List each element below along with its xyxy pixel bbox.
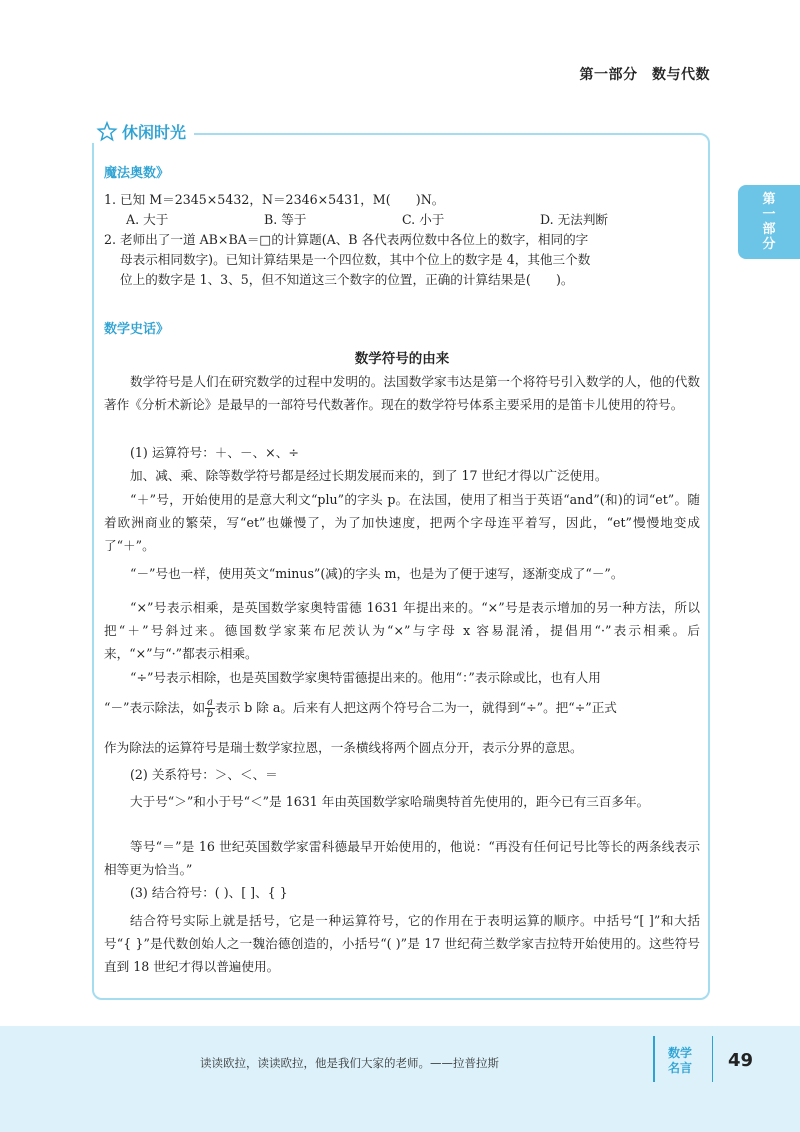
side-tab-char: 分 [762,237,776,252]
paragraph: “－”号也一样，使用英文“minus”(减)的字头 m，也是为了便于速写，逐渐变成了“－”。 [130,566,624,581]
side-tab-char: 部 [762,222,776,237]
paragraph: 作为除法的运算符号是瑞士数学家拉恩，一条横线将两个圆点分开，表示分界的意思。 [104,740,583,755]
footer-label-line: 名言 [668,1061,693,1075]
paragraph: “×”号表示相乘，是英国数学家奥特雷德 1631 年提出来的。“×”号是表示增加的另一种方法，所以把“＋”号斜过来。德国数学家莱布尼茨认为“×”与字母 x 容易混淆，提倡用“·”表示相乘。后来，“×”与“·”都表示相乘。 [104,600,700,661]
paragraph: 大于号“＞”和小于号“＜”是 1631 年由英国数学家哈瑞奥特首先使用的，距今已有三百多年。 [130,794,650,809]
footer-label-line: 数学 [668,1046,693,1060]
leisure-box-title [92,120,194,143]
paragraph: 结合符号实际上就是括号，它是一种运算符号，它的作用在于表明运算的顺序。中括号“[ ]”和大括号“{ }”是代数创始人之一魏治德创造的，小括号“( )”是 17 世纪荷兰数学家吉拉特开始使用的。这些符号直到 18 世纪才得以普遍使用。 [104,913,700,974]
option-b[interactable]: B. 等于 [264,212,307,227]
footer-quote: 读读欧拉，读读欧拉，他是我们大家的老师。——拉普拉斯 [200,1056,499,1070]
page-number: 49 [728,1050,754,1071]
side-tab-part-one[interactable] [738,185,800,259]
paragraph: 等号“＝”是 16 世纪英国数学家雷科德最早开始使用的，他说：“再没有任何记号比等长的两条线表示相等更为恰当。” [104,839,700,877]
fraction-a-over-b [205,697,215,720]
paragraph: (1) 运算符号：＋、－、×、÷ [130,445,299,460]
paragraph: (2) 关系符号：＞、＜、＝ [130,767,278,782]
footer-divider [653,1036,655,1082]
fraction-numerator: a [207,697,214,708]
paragraph: “÷”号表示相除，也是英国数学家奥特雷德提出来的。他用“：”表示除或比，也有人用 [130,670,601,685]
section-label-math-history: 数学史话》 [104,322,170,337]
option-a[interactable]: A. 大于 [126,212,169,227]
option-d[interactable]: D. 无法判断 [540,212,609,227]
question-1: 1. 已知 M＝2345×5432，N＝2346×5431，M( )N。 [104,192,445,207]
question-1-options [104,210,700,230]
paragraph-text: 表示 b 除 a。后来有人把这两个符号合二为一，就得到“÷”。把“÷”正式 [215,700,617,715]
footer-label-math-quotes [668,1046,692,1076]
star-icon [96,121,118,143]
question-2-line: 2. 老师出了一道 AB×BA＝□的计算题(A、B 各代表两位数中各位上的数字，相同的字 [104,232,589,247]
article-title: 数学符号的由来 [354,351,450,367]
question-list [104,190,700,290]
paragraph: (3) 结合符号：( )、[ ]、{ } [130,885,288,900]
page-header-title: 第一部分 数与代数 [579,67,710,83]
footer-divider [712,1036,713,1082]
paragraph-text: “－”表示除法，如 [104,700,206,715]
paragraph: 数学符号是人们在研究数学的过程中发明的。法国数学家韦达是第一个将符号引入数学的人，他的代数著作《分析术新论》是最早的一部符号代数著作。现在的数学符号体系主要采用的是笛卡儿使用的符号。 [104,374,700,412]
option-c[interactable]: C. 小于 [402,212,445,227]
side-tab-char: 一 [762,207,776,222]
fraction-denominator: b [206,709,214,720]
paragraph: “＋”号，开始使用的是意大利文“plu”的字头 p。在法国，使用了相当于英语“and”(和)的词“et”。随着欧洲商业的繁荣，写“et”也嫌慢了，为了加快速度，把两个字母连平着写，因此，“et”慢慢地变成了“＋”。 [104,492,700,553]
paragraph-with-fraction [104,696,700,720]
question-2-line: 母表示相同数字)。已知计算结果是一个四位数，其中个位上的数字是 4，其他三个数 [120,252,591,267]
section-label-math-olympiad: 魔法奥数》 [104,166,170,181]
question-2-line: 位上的数字是 1、3、5，但不知道这三个数字的位置，正确的计算结果是( )。 [120,272,574,287]
side-tab-char: 第 [762,192,776,207]
box-title-text: 休闲时光 [122,123,187,142]
paragraph: 加、减、乘、除等数学符号都是经过长期发展而来的，到了 17 世纪才得以广泛使用。 [130,468,608,483]
footer-bar [0,1026,800,1132]
